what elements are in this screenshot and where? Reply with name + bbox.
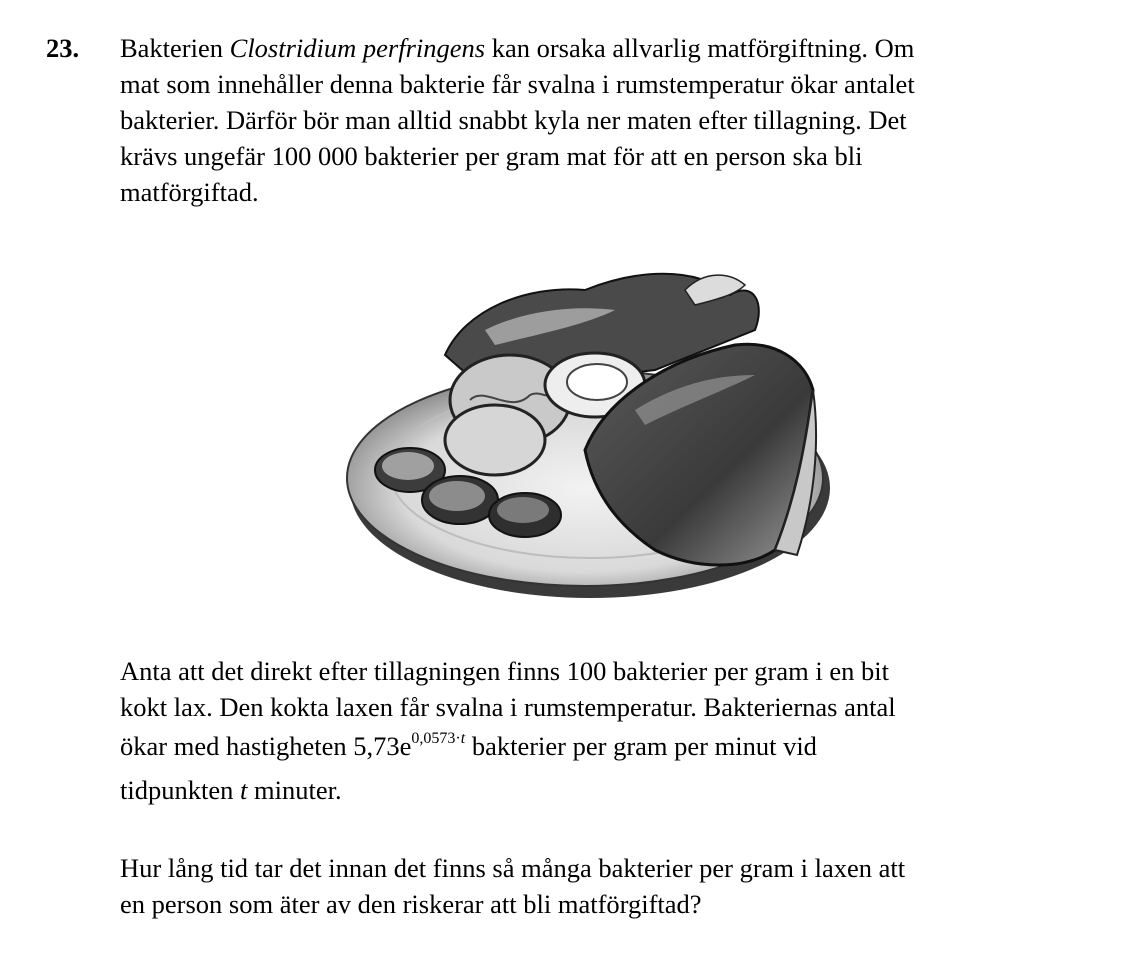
problem-line-4: tidpunkten t minuter. [120,775,342,805]
question-paragraph [120,850,1120,922]
zucchini-3-face [497,497,549,523]
question-line-1: Hur lång tid tar det innan det finns så många bakterier per gram i laxen att [120,853,906,883]
intro-line-2: mat som innehåller denna bakterie får svalna i rumstemperatur ökar antalet [120,69,915,99]
problem-paragraph [120,653,1120,808]
problem-line-2: kokt lax. Den kokta laxen får svalna i rumstemperatur. Bakteriernas antal [120,692,896,722]
intro-line-3: bakterier. Därför bör man alltid snabbt kyla ner maten efter tillagning. Det [120,105,907,135]
bacteria-name: Clostridium perfringens [229,33,486,63]
problem-line-3: ökar med hastigheten $5,73e^{0,0573\cdot t}$ bakterier per gram per minut vid [120,730,817,761]
plate-drawing [335,250,835,620]
intro-paragraph [120,30,1120,210]
question-number: 23. [46,33,80,63]
problem-line-1: Anta att det direkt efter tillagningen finns 100 bakterier per gram i en bit [120,656,889,686]
intro-line-4: krävs ungefär 100 000 bakterier per gram mat för att en person ska bli [120,141,863,171]
veg-slice-2 [445,405,545,475]
salmon-plate-illustration [335,250,835,620]
growth-rate-formula: $5,73e^{0,0573\cdot t}$ [353,730,466,761]
zucchini-1-face [382,452,434,480]
onion-ring-inner [567,364,627,400]
intro-line-5: matförgiftad. [120,177,259,207]
formula-exponent: 0,0573·t [411,730,466,747]
intro-line-1: Bakterien Clostridium perfringens kan orsaka allvarlig matförgiftning. Om [120,33,915,63]
zucchini-2-face [429,481,485,511]
question-line-2: en person som äter av den riskerar att bli matförgiftad? [120,889,702,919]
time-variable: t [239,775,248,805]
